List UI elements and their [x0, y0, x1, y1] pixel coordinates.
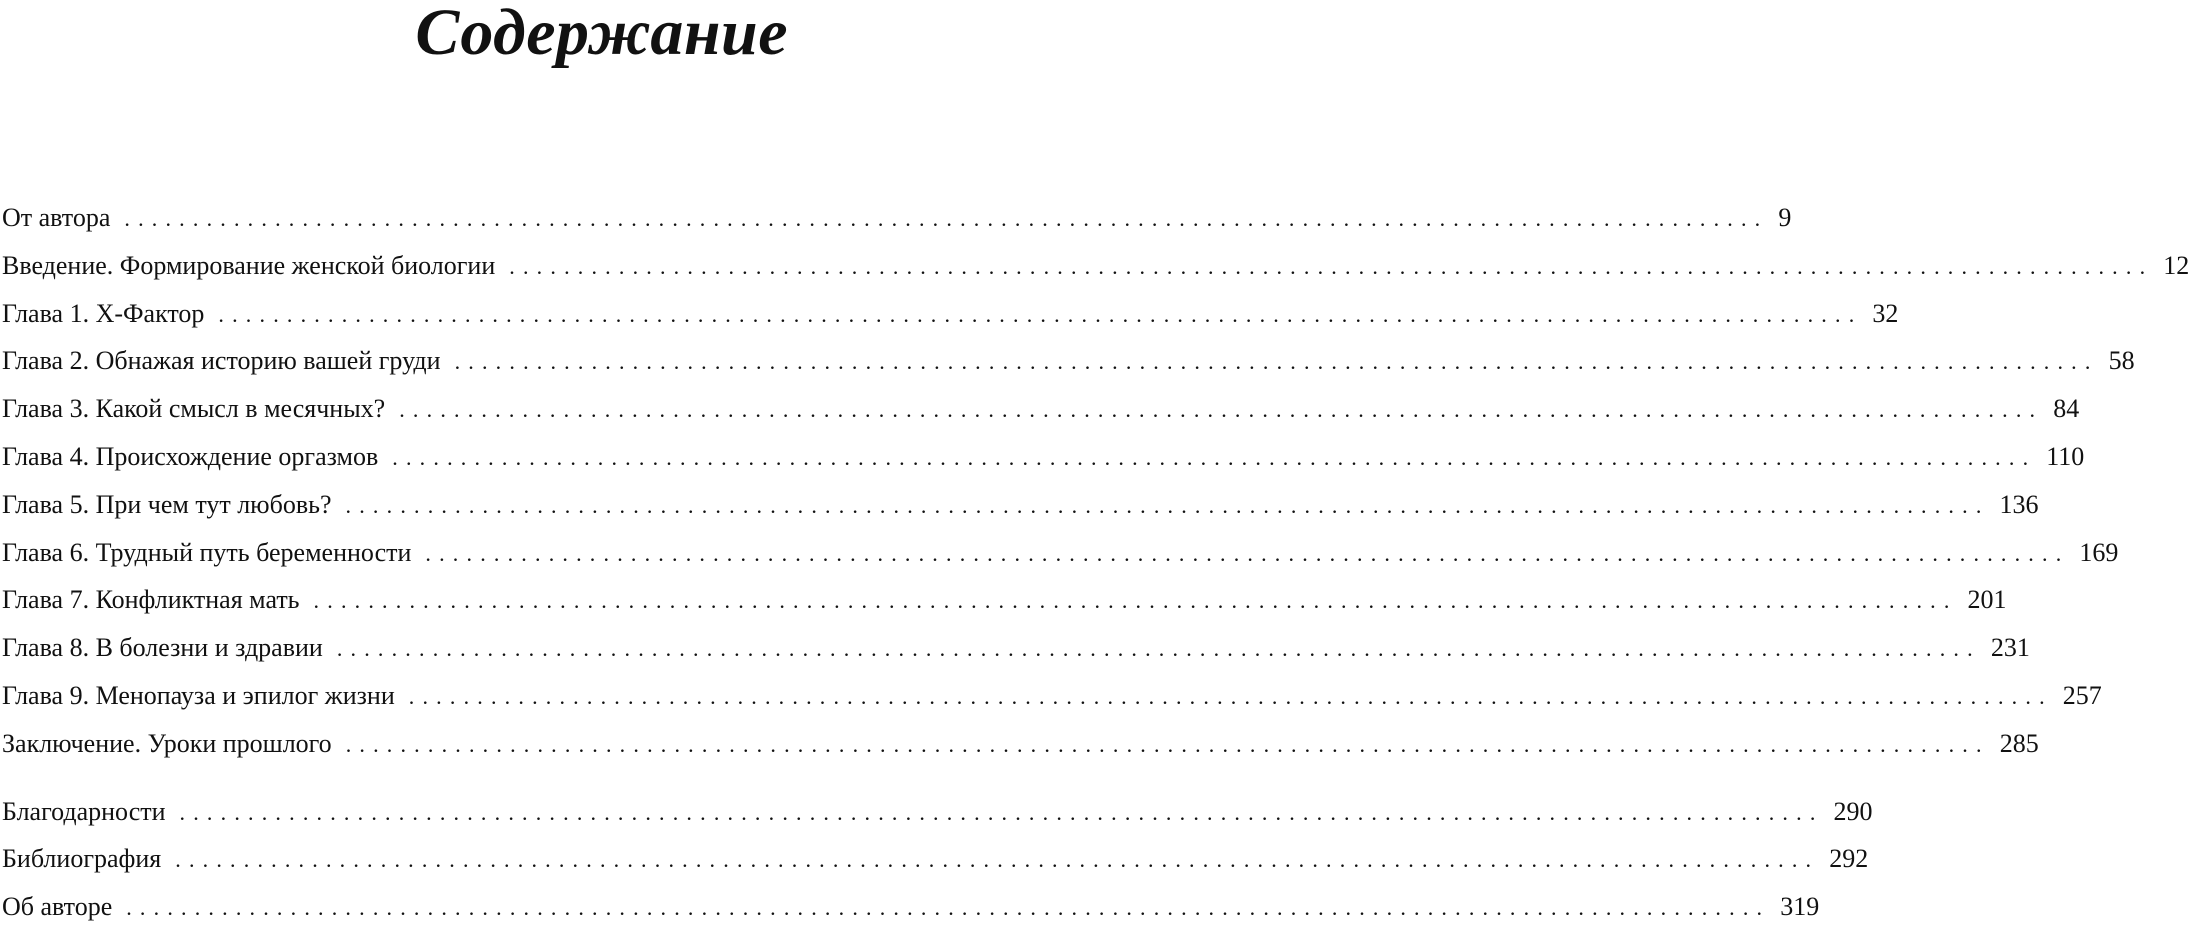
toc-entry-page: 257	[2062, 680, 2102, 710]
toc-entry-page: 12	[2163, 250, 2189, 280]
toc-entry[interactable]	[2, 295, 1899, 343]
toc-entry-page: 285	[1999, 728, 2039, 758]
toc-entry-label: Глава 4. Происхождение оргазмов	[2, 441, 379, 471]
dot-leader: ........................................................................................................................	[179, 799, 1824, 825]
toc-entry-label: Глава 9. Менопауза и эпилог жизни	[2, 680, 395, 710]
dot-leader: ........................................................................................................................	[425, 540, 2070, 566]
toc-entry-page: 169	[2079, 537, 2119, 567]
toc-entry[interactable]	[2, 390, 2080, 438]
toc-entry-label: Глава 5. При чем тут любовь?	[2, 489, 332, 519]
toc-entry-label: Об авторе	[2, 892, 113, 922]
toc-entry-page: 136	[1999, 489, 2039, 519]
toc-entry-page: 231	[1990, 633, 2030, 663]
toc-entry[interactable]	[2, 342, 2135, 390]
toc-entry-label: Библиография	[2, 844, 162, 874]
toc-entry-label: Глава 2. Обнажая историю вашей груди	[2, 346, 441, 376]
dot-leader: ........................................................................................................................	[124, 206, 1769, 231]
toc-entry-label: Глава 1. Х-Фактор	[2, 298, 205, 328]
toc-entry[interactable]	[2, 677, 2102, 725]
toc-entry[interactable]	[2, 199, 1792, 247]
toc-entry-page: 110	[2046, 441, 2085, 471]
dot-leader: ........................................................................................................................	[345, 492, 1990, 518]
toc-entry-label: Заключение. Уроки прошлого	[2, 728, 332, 758]
toc-entry[interactable]	[2, 486, 2039, 534]
toc-entry-label: Глава 8. В болезни и здравии	[2, 633, 323, 663]
dot-leader: ........................................................................................................................	[336, 636, 1981, 662]
toc-entry-page: 84	[2053, 394, 2080, 424]
dot-leader: ........................................................................................................................	[175, 847, 1820, 873]
page-title: Содержание	[415, 0, 788, 69]
toc-entry-page: 319	[1780, 892, 1820, 922]
toc-entry-page: 32	[1872, 298, 1899, 328]
toc-entry-label: Благодарности	[2, 796, 166, 826]
toc-entry[interactable]	[2, 247, 2189, 295]
toc-entry-label: Глава 6. Трудный путь беременности	[2, 537, 412, 567]
table-of-contents	[2, 199, 2189, 936]
toc-entry[interactable]	[2, 629, 2030, 677]
toc-entry-page: 58	[2108, 346, 2135, 376]
dot-leader: ........................................................................................................................	[218, 301, 1863, 327]
toc-entry-page: 290	[1833, 796, 1873, 826]
toc-entry[interactable]	[2, 725, 2039, 773]
dot-leader: ........................................................................................................................	[408, 683, 2053, 709]
toc-entry-page: 201	[1967, 585, 2007, 615]
dot-leader: ........................................................................................................................	[313, 588, 1958, 614]
toc-entry-label: От автора	[2, 203, 111, 232]
toc-entry[interactable]	[2, 793, 1873, 841]
toc-entry-label: Глава 3. Какой смысл в месячных?	[2, 394, 386, 424]
dot-leader: ........................................................................................................................	[454, 349, 2099, 375]
dot-leader: ........................................................................................................................	[392, 444, 2037, 470]
toc-entry-label: Глава 7. Конфликтная мать	[2, 585, 300, 615]
toc-entry-label: Введение. Формирование женской биологии	[2, 250, 496, 280]
dot-leader: ........................................................................................................................	[126, 895, 1771, 921]
toc-entry[interactable]	[2, 438, 2085, 486]
toc-entry[interactable]	[2, 840, 1869, 888]
dot-leader: ........................................................................................................................	[345, 731, 1990, 757]
toc-entry-page: 9	[1778, 203, 1792, 232]
toc-entry[interactable]	[2, 581, 2007, 629]
toc-entry[interactable]	[2, 888, 1820, 936]
toc-entry-page: 292	[1829, 844, 1869, 874]
toc-entry[interactable]	[2, 534, 2119, 582]
dot-leader: ........................................................................................................................	[509, 253, 2154, 279]
dot-leader: ........................................................................................................................	[399, 397, 2044, 423]
